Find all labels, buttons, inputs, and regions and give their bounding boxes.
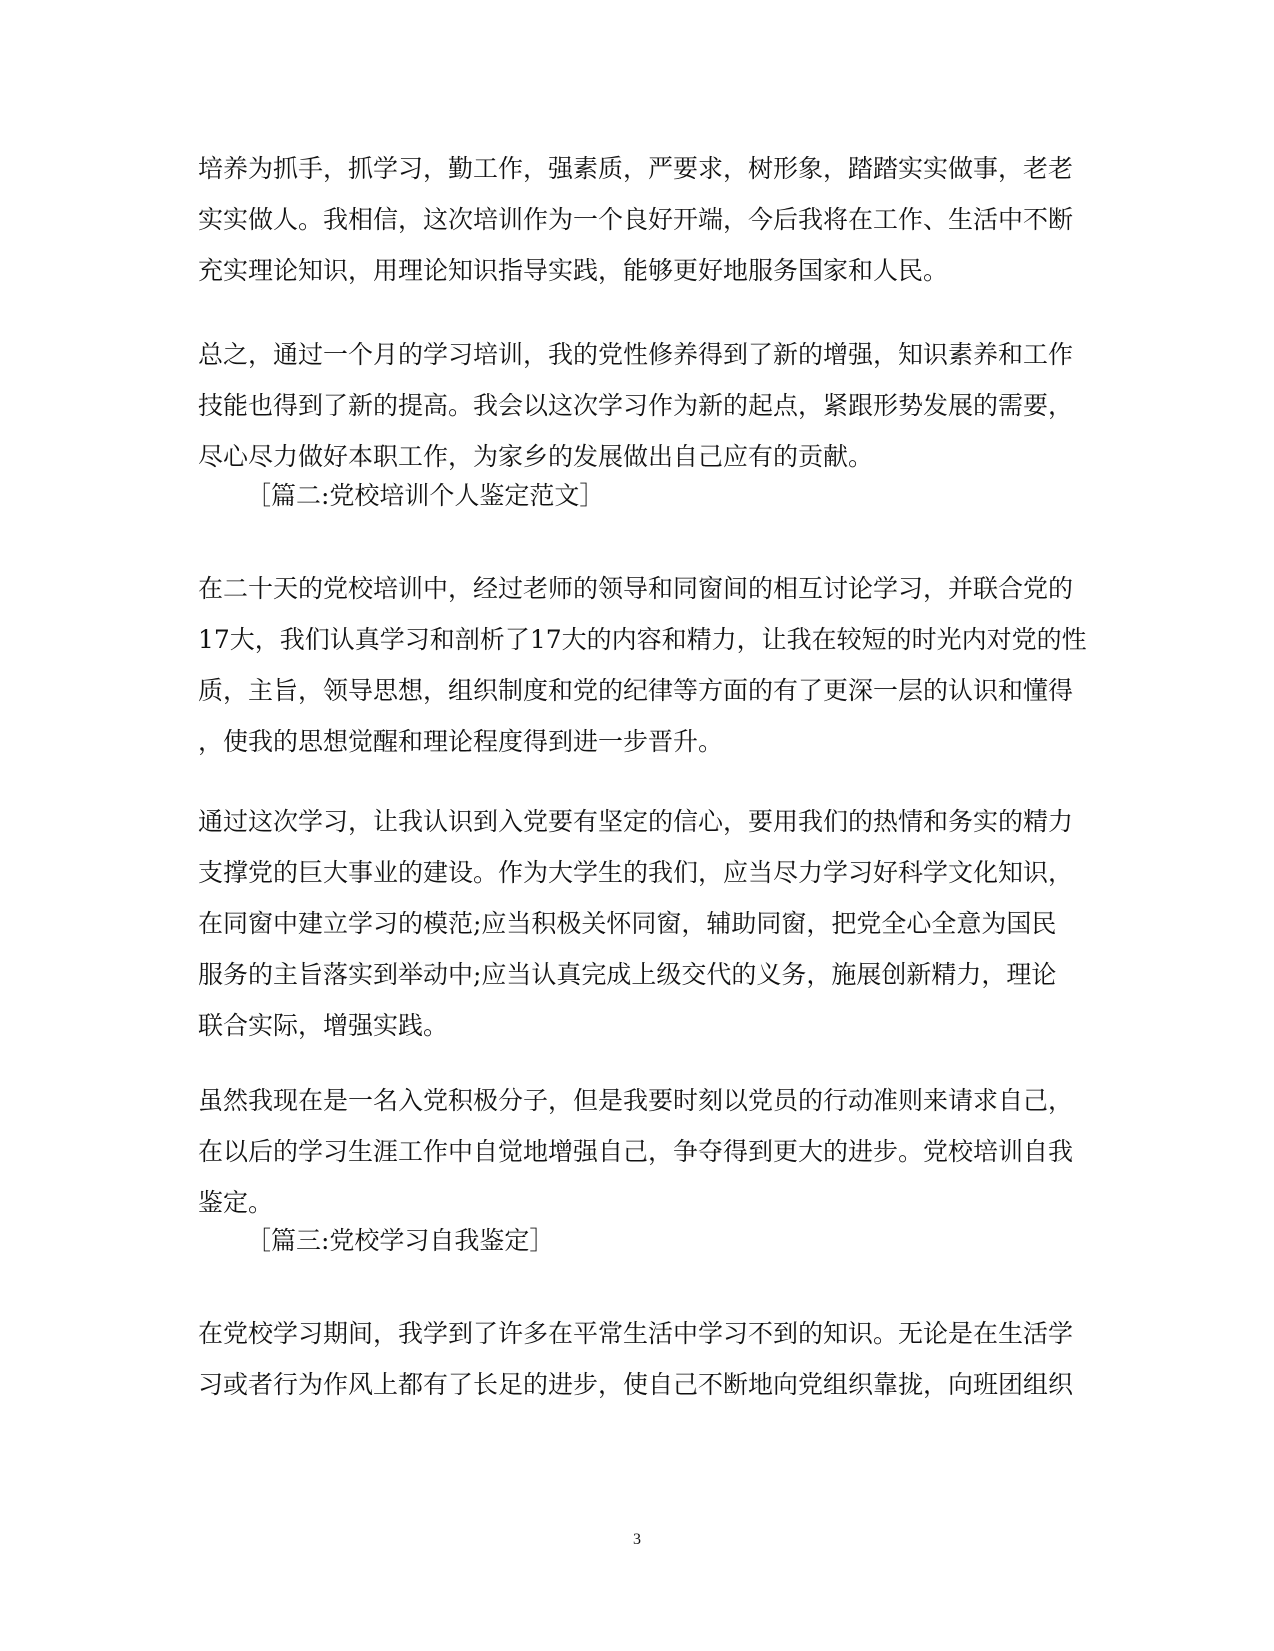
text-line: 通过这次学习，让我认识到入党要有坚定的信心，要用我们的热情和务实的精力 <box>198 807 1074 836</box>
text-line: 在同窗中建立学习的模范;应当积极关怀同窗，辅助同窗，把党全心全意为国民 <box>198 909 1057 938</box>
text-line: 服务的主旨落实到举动中;应当认真完成上级交代的义务，施展创新精力，理论 <box>198 960 1057 989</box>
text-line: 在党校学习期间，我学到了许多在平常生活中学习不到的知识。无论是在生活学 <box>198 1319 1074 1348</box>
paragraph-1 <box>198 143 1078 296</box>
paragraph-5 <box>198 1075 1078 1228</box>
section-heading-2: ［篇二:党校培训个人鉴定范文］ <box>246 481 605 510</box>
text-line: 实实做人。我相信，这次培训作为一个良好开端，今后我将在工作、生活中不断 <box>198 205 1074 234</box>
text-line: 总之，通过一个月的学习培训，我的党性修养得到了新的增强，知识素养和工作 <box>198 340 1074 369</box>
text-line: 17大，我们认真学习和剖析了17大的内容和精力，让我在较短的时光内对党的性 <box>198 625 1087 654</box>
paragraph-6 <box>198 1308 1078 1410</box>
paragraph-3 <box>198 563 1087 767</box>
text-line: 在二十天的党校培训中，经过老师的领导和同窗间的相互讨论学习，并联合党的 <box>198 574 1074 603</box>
page-number: 3 <box>633 1531 641 1548</box>
paragraph-4 <box>198 796 1078 1051</box>
text-line: 尽心尽力做好本职工作，为家乡的发展做出自己应有的贡献。 <box>198 442 874 471</box>
text-line: 虽然我现在是一名入党积极分子，但是我要时刻以党员的行动准则来请求自己， <box>198 1086 1074 1115</box>
text-line: 联合实际，增强实践。 <box>198 1011 449 1040</box>
text-line: 培养为抓手，抓学习，勤工作，强素质，严要求，树形象，踏踏实实做事，老老 <box>198 154 1074 183</box>
text-line: 支撑党的巨大事业的建设。作为大学生的我们，应当尽力学习好科学文化知识， <box>198 858 1074 887</box>
text-line: 质，主旨，领导思想，组织制度和党的纪律等方面的有了更深一层的认识和懂得 <box>198 676 1074 705</box>
paragraph-2 <box>198 329 1078 482</box>
text-line: 技能也得到了新的提高。我会以这次学习作为新的起点，紧跟形势发展的需要， <box>198 391 1074 420</box>
text-line: 充实理论知识，用理论知识指导实践，能够更好地服务国家和人民。 <box>198 256 949 285</box>
text-line: 鉴定。 <box>198 1188 274 1217</box>
section-heading-3: ［篇三:党校学习自我鉴定］ <box>246 1226 555 1255</box>
text-line: 在以后的学习生涯工作中自觉地增强自己，争夺得到更大的进步。党校培训自我 <box>198 1137 1074 1166</box>
text-line: 习或者行为作风上都有了长足的进步，使自己不断地向党组织靠拢，向班团组织 <box>198 1370 1074 1399</box>
text-line: ，使我的思想觉醒和理论程度得到进一步晋升。 <box>198 727 724 756</box>
